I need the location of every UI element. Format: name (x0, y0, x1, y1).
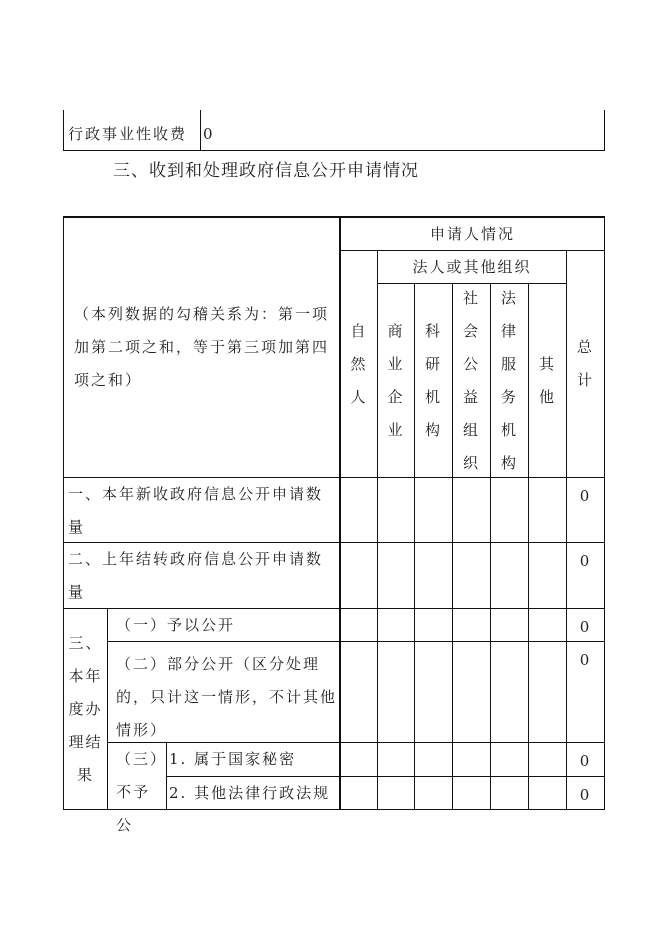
prev-table-label: 行政事业性收费 (63, 110, 201, 151)
data-cell (414, 542, 453, 609)
total-cell: 0 (566, 608, 605, 642)
data-cell (339, 776, 378, 810)
total-cell: 0 (566, 742, 605, 777)
data-cell (528, 641, 567, 743)
data-cell (377, 641, 415, 743)
group-label: 三、本年度办理结果 (63, 608, 108, 810)
data-cell (377, 477, 415, 543)
data-cell (339, 641, 378, 743)
data-cell (339, 608, 378, 642)
data-cell (339, 542, 378, 609)
applicant-header: 申请人情况 (339, 216, 605, 251)
prev-table-value: 0 (200, 110, 605, 151)
data-cell (452, 608, 491, 642)
data-cell (452, 641, 491, 743)
data-cell (528, 742, 567, 777)
data-cell (490, 742, 529, 777)
org-type-header: 商业企业 (377, 283, 415, 478)
data-cell (414, 608, 453, 642)
data-cell (339, 477, 378, 543)
data-cell (452, 477, 491, 543)
data-cell (377, 776, 415, 810)
data-cell (414, 641, 453, 743)
row-label: 1. 属于国家秘密 (166, 742, 340, 777)
data-cell (490, 776, 529, 810)
section-title: 三、收到和处理政府信息公开申请情况 (113, 161, 419, 181)
data-cell (377, 542, 415, 609)
data-cell (490, 477, 529, 543)
data-cell (490, 641, 529, 743)
subgroup-label: （三）不予公 (107, 742, 167, 810)
data-cell (528, 477, 567, 543)
org-type-header: 社会公益组织 (452, 283, 491, 478)
total-cell: 0 (566, 776, 605, 810)
total-cell: 0 (566, 542, 605, 609)
data-cell (339, 742, 378, 777)
org-type-header: 科研机构 (414, 283, 453, 478)
total-cell: 0 (566, 477, 605, 543)
data-cell (452, 542, 491, 609)
data-cell (490, 542, 529, 609)
org-type-header: 其他 (528, 283, 567, 478)
data-cell (452, 742, 491, 777)
legal-org-header: 法人或其他组织 (377, 250, 567, 284)
total-cell: 0 (566, 641, 605, 743)
data-cell (528, 776, 567, 810)
natural-person-header: 自然人 (339, 250, 378, 478)
row-label: （二）部分公开（区分处理的，只计这一情形，不计其他情形） (107, 641, 340, 743)
data-cell (414, 776, 453, 810)
total-header: 总计 (566, 250, 605, 478)
note-cell: （本列数据的勾稽关系为：第一项加第二项之和，等于第三项加第四项之和） (63, 216, 340, 478)
data-cell (490, 608, 529, 642)
data-cell (377, 608, 415, 642)
row-label: 2. 其他法律行政法规 (166, 776, 340, 810)
row-label: （一）予以公开 (107, 608, 340, 642)
data-cell (414, 477, 453, 543)
row-label: 二、上年结转政府信息公开申请数量 (63, 542, 340, 609)
data-cell (377, 742, 415, 777)
row-label: 一、本年新收政府信息公开申请数量 (63, 477, 340, 543)
data-cell (452, 776, 491, 810)
org-type-header: 法律服务机构 (490, 283, 529, 478)
data-cell (414, 742, 453, 777)
data-cell (528, 608, 567, 642)
data-cell (528, 542, 567, 609)
